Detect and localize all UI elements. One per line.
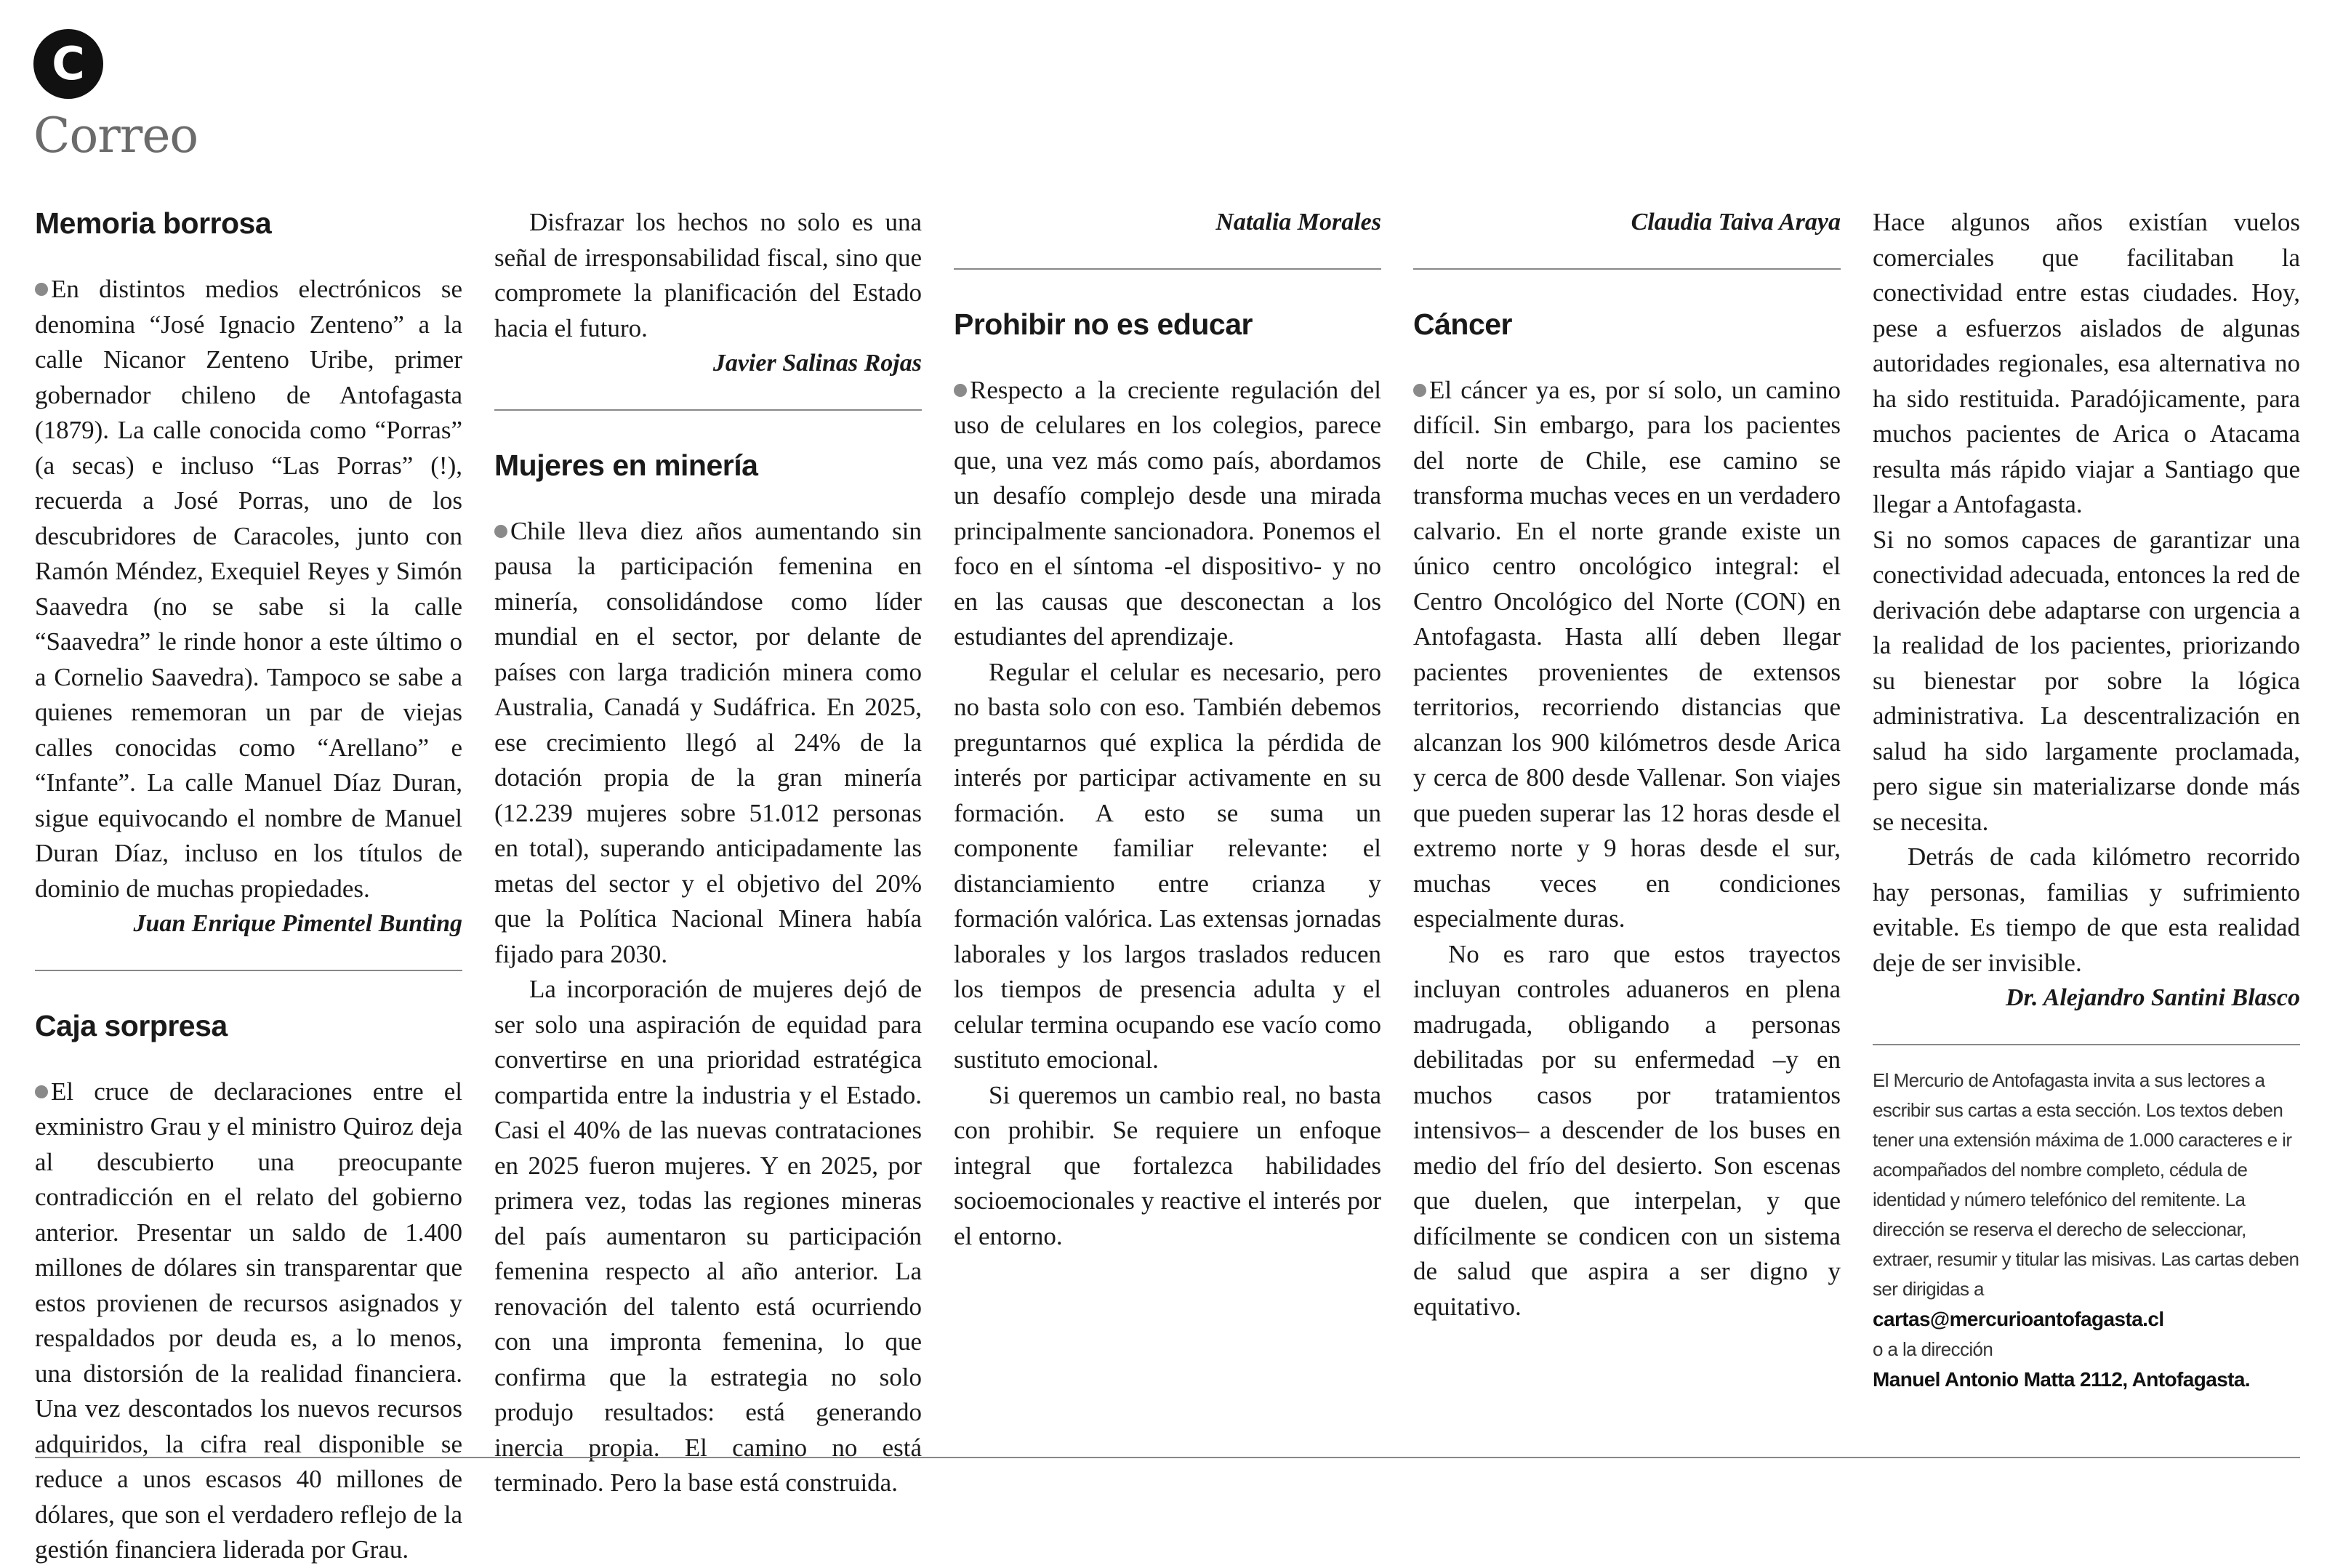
- divider: [1873, 1044, 2300, 1045]
- letter-paragraph: Si no somos capaces de garantizar una conectividad adecuada, entonces la red de derivación debe adaptarse con urgencia a la realidad de los pacientes, priorizando su bienestar por sobre la lógica administrativa. La descentralización en salud ha sido largamente proclamada, pero sigue sin materializarse donde más se necesita.: [1873, 525, 2300, 836]
- letter-paragraph: La incorporación de mujeres dejó de ser solo una aspiración de equidad para convertirse en una prioridad estratégica compartida entre la industria y el Estado. Casi el 40% de las nuevas contrataciones en 2025 fueron mujeres. Y en 2025, por primera vez, todas las regiones mineras del país aumentaron su participación femenina respecto al año anterior. La renovación del talento está ocurriendo con una impronta femenina, lo que confirma que la estrategia no solo produjo resultados: está generando inercia propia. El camino no está terminado. Pero la base está construida.: [494, 975, 922, 1497]
- divider: [494, 409, 922, 411]
- letter-signature: Dr. Alejandro Santini Blasco: [2006, 984, 2300, 1011]
- letter-signature: Natalia Morales: [1215, 209, 1381, 236]
- column-1: [35, 205, 462, 1568]
- section-badge: C: [33, 29, 103, 99]
- letter-title: Memoria borrosa: [35, 206, 272, 240]
- notice-text: El Mercurio de Antofagasta invita a sus lectores a escribir sus cartas a esta sección. Los textos deben tener una extensión máxima de 1.000 caracteres e ir acompañados del nombre completo, cédula de identidad y número telefónico del remitente. La dirección se reserva el derecho de seleccionar, extraer, resumir y titular las misivas. Las cartas deben ser dirigidas a: [1873, 1069, 2299, 1300]
- letter-paragraph: Respecto a la creciente regulación del uso de celulares en los colegios, parece que, una vez más como país, abordamos un desafío complejo desde una mirada principalmente sancionadora. Ponemos el foco en el síntoma -el dispositivo- y no en las causas que desconectan a los estudiantes del aprendizaje.: [954, 375, 1381, 651]
- letter-title: Prohibir no es educar: [954, 307, 1253, 341]
- letter-paragraph: Chile lleva diez años aumentando sin pausa la participación femenina en minería, consolidándose como líder mundial en el sector, por delante de países con larga tradición minera como Australia, Canadá y Sudáfrica. En 2025, ese crecimiento llegó al 24% de la dotación propia de la gran minería (12.239 mujeres sobre 51.012 personas en total), superando anticipadamente las metas del sector y el objetivo del 20% que la Política Nacional Minera había fijado para 2030.: [494, 516, 922, 968]
- bullet-dot-icon: [35, 283, 48, 296]
- letter-signature: Juan Enrique Pimentel Bunting: [133, 910, 462, 937]
- bottom-divider: [35, 1457, 2300, 1458]
- divider: [35, 970, 462, 971]
- notice-address: Manuel Antonio Matta 2112, Antofagasta.: [1873, 1367, 2251, 1391]
- column-2: [494, 205, 922, 1501]
- letter-paragraph: El cruce de declaraciones entre el exministro Grau y el ministro Quiroz deja al descubierto una preocupante contradicción en el relato del gobierno anterior. Presentar un saldo de 1.400 millones de dólares sin transparentar que estos provienen de recursos asignados y respaldados por deuda es, a lo menos, una distorsión de la realidad financiera. Una vez descontados los nuevos recursos adquiridos, la cifra real disponible se reduce a unos escasos 40 millones de dólares, que son el verdadero reflejo de la gestión financiera liderada por Grau.: [35, 1077, 462, 1564]
- submission-notice: [1873, 1066, 2300, 1395]
- letter-signature: Javier Salinas Rojas: [712, 350, 922, 377]
- column-4: [1413, 205, 1841, 1324]
- notice-or-text: o a la dirección: [1873, 1338, 1993, 1360]
- bullet-dot-icon: [494, 525, 507, 538]
- bullet-dot-icon: [35, 1085, 48, 1098]
- column-5: [1873, 205, 2300, 1395]
- letter-paragraph: Detrás de cada kilómetro recorrido hay personas, familias y sufrimiento evitable. Es tiempo de que esta realidad deje de ser invisible.: [1873, 843, 2300, 977]
- letter-paragraph: El cáncer ya es, por sí solo, un camino difícil. Sin embargo, para los pacientes del norte de Chile, ese camino se transforma muchas veces en un verdadero calvario. En el norte grande existe un único centro oncológico integral: el Centro Oncológico del Norte (CON) en Antofagasta. Hasta allí deben llegar pacientes provenientes de extensos territorios, recorriendo distancias que alcanzan los 900 kilómetros desde Arica y cerca de 800 desde Vallenar. Son viajes que pueden superar las 12 horas desde el extremo norte y 9 horas desde el sur, muchas veces en condiciones especialmente duras.: [1413, 375, 1841, 933]
- section-title: Correo: [33, 108, 198, 164]
- letter-paragraph: Hace algunos años existían vuelos comerciales que facilitaban la conectividad entre estas ciudades. Hoy, pese a esfuerzos aislados de algunas autoridades regionales, esa alternativa no ha sido restituida. Paradójicamente, para muchos pacientes de Arica o Atacama resulta más rápido viajar a Santiago que llegar a Antofagasta.: [1873, 208, 2300, 518]
- letter-signature: Claudia Taiva Araya: [1631, 209, 1841, 236]
- letter-paragraph: Regular el celular es necesario, pero no basta solo con eso. También debemos preguntarnos qué explica la pérdida de interés por participar activamente en su formación. A esto se suma un componente familiar relevante: el distanciamiento entre crianza y formación valórica. Las extensas jornadas laborales y los largos traslados reducen los tiempos de presencia adulta y el celular termina ocupando ese vacío como sustituto emocional.: [954, 657, 1381, 1074]
- section-masthead: [33, 29, 198, 164]
- divider: [1413, 268, 1841, 270]
- letter-title: Cáncer: [1413, 307, 1513, 341]
- notice-email-link[interactable]: cartas@mercurioantofagasta.cl: [1873, 1307, 2164, 1330]
- letters-columns: [35, 205, 2300, 1564]
- letter-paragraph: Si queremos un cambio real, no basta con prohibir. Se requiere un enfoque integral que fortalezca habilidades socioemocionales y reactive el interés por el entorno.: [954, 1080, 1381, 1250]
- letter-title: Caja sorpresa: [35, 1008, 228, 1042]
- column-3: [954, 205, 1381, 1254]
- letter-paragraph: En distintos medios electrónicos se denomina “José Ignacio Zenteno” a la calle Nicanor Zenteno Uribe, primer gobernador chileno de Antofagasta (1879). La calle conocida como “Porras” (a secas) e incluso “Las Porras” (!), recuerda a José Porras, uno de los descubridores de Caracoles, junto con Ramón Méndez, Exequiel Reyes y Simón Saavedra (no se sabe si la calle “Saavedra” le rinde honor a este último o a Cornelio Saavedra). Tampoco se sabe a quienes rememoran un par de viejas calles conocidas como “Arellano” e “Infante”. La calle Manuel Díaz Duran, sigue equivocando el nombre de Manuel Duran Díaz, incluso en los títulos de dominio de muchas propiedades.: [35, 275, 462, 903]
- letter-title: Mujeres en minería: [494, 448, 758, 482]
- divider: [954, 268, 1381, 270]
- bullet-dot-icon: [954, 384, 967, 397]
- letter-paragraph: No es raro que estos trayectos incluyan controles aduaneros en plena madrugada, obligando a personas debilitadas por su enfermedad –y en muchos casos por tratamientos intensivos– a descender de los buses en medio del frío del desierto. Son escenas que duelen, que interpelan, y que difícilmente se condicen con un sistema de salud que aspira a ser digno y equitativo.: [1413, 939, 1841, 1321]
- bullet-dot-icon: [1413, 384, 1426, 397]
- letter-paragraph: Disfrazar los hechos no solo es una señal de irresponsabilidad fiscal, sino que compromete la planificación del Estado hacia el futuro.: [494, 208, 922, 342]
